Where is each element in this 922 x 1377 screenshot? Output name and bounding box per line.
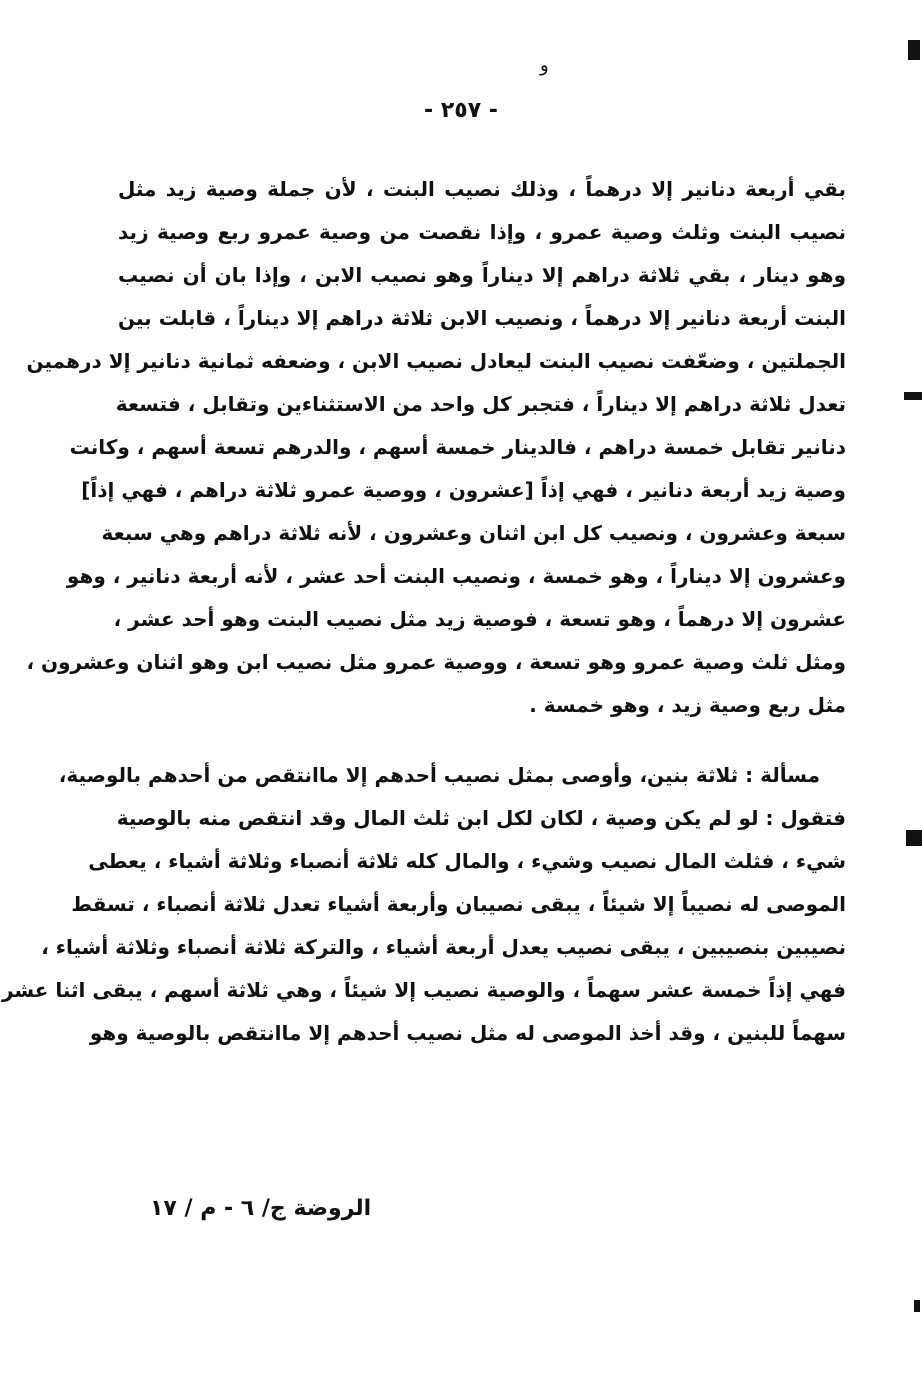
scan-edge-mark [908, 40, 920, 60]
text-line: تعدل ثلاثة دراهم إلا ديناراً ، فتجبر كل واحد من الاستثناءين وتقابل ، فتسعة [115, 392, 846, 416]
text-line: نصيب البنت وثلث وصية عمرو ، وإذا نقصت من وصية عمرو ربع وصية زيد [118, 220, 846, 244]
text-line: وهو دينار ، بقي ثلاثة دراهم إلا ديناراً وهو نصيب الابن ، وإذا بان أن نصيب [118, 263, 846, 287]
text-line: وعشرون إلا ديناراً ، وهو خمسة ، ونصيب البنت أحد عشر ، لأنه أربعة دنانير ، وهو [66, 564, 846, 588]
footer-signature: الروضة ج/ ٦ - م / ١٧ [150, 1196, 372, 1221]
text-line: فهي إذاً خمسة عشر سهماً ، والوصية نصيب إلا شيئاً ، وهي ثلاثة أسهم ، يبقى اثنا عشر [1, 978, 846, 1002]
text-line: الجملتين ، وضعّفت نصيب البنت ليعادل نصيب الابن ، وضعفه ثمانية دنانير إلا درهمين [26, 349, 846, 373]
page-number: - ٢٥٧ - [424, 98, 498, 123]
text-line: سبعة وعشرون ، ونصيب كل ابن اثنان وعشرون ، لأنه ثلاثة دراهم وهي سبعة [101, 521, 846, 545]
scan-edge-mark [906, 830, 922, 846]
text-line: مسألة : ثلاثة بنين، وأوصى بمثل نصيب أحدهم إلا ماانتقص من أحدهم بالوصية، [58, 763, 820, 787]
paragraph-gap [118, 727, 846, 754]
text-line: دنانير تقابل خمسة دراهم ، فالدينار خمسة أسهم ، والدرهم تسعة أسهم ، وكانت [69, 435, 846, 459]
body-text [1, 168, 846, 1055]
text-line: نصيبين بنصيبين ، يبقى نصيب يعدل أربعة أشياء ، والتركة ثلاثة أنصباء وثلاثة أشياء ، [41, 935, 846, 959]
text-line: مثل ربع وصية زيد ، وهو خمسة . [529, 693, 846, 717]
scan-edge-mark [914, 1300, 920, 1312]
text-line: البنت أربعة دنانير إلا درهماً ، ونصيب الابن ثلاثة دراهم إلا ديناراً ، قابلت بين [118, 306, 846, 330]
top-mark: ﻭ [540, 55, 549, 76]
text-line: فتقول : لو لم يكن وصية ، لكان لكل ابن ثلث المال وقد انتقص منه بالوصية [116, 806, 846, 830]
text-line: شيء ، فثلث المال نصيب وشيء ، والمال كله ثلاثة أنصباء وثلاثة أشياء ، يعطى [88, 849, 846, 873]
text-line: وصية زيد أربعة دنانير ، فهي إذاً [عشرون ، ووصية عمرو ثلاثة دراهم ، فهي إذاً] [81, 478, 846, 502]
text-line: ومثل ثلث وصية عمرو وهو تسعة ، ووصية عمرو مثل نصيب ابن وهو اثنان وعشرون ، [26, 650, 846, 674]
text-line: سهماً للبنين ، وقد أخذ الموصى له مثل نصيب أحدهم إلا ماانتقص بالوصية وهو [89, 1021, 846, 1045]
text-line: الموصى له نصيباً إلا شيئاً ، يبقى نصيبان وأربعة أشياء تعدل ثلاثة أنصباء ، تسقط [71, 892, 846, 916]
scan-edge-mark [904, 392, 922, 400]
text-line: عشرون إلا درهماً ، وهو تسعة ، فوصية زيد مثل نصيب البنت وهو أحد عشر ، [113, 607, 846, 631]
text-line: بقي أربعة دنانير إلا درهماً ، وذلك نصيب البنت ، لأن جملة وصية زيد مثل [118, 177, 846, 201]
